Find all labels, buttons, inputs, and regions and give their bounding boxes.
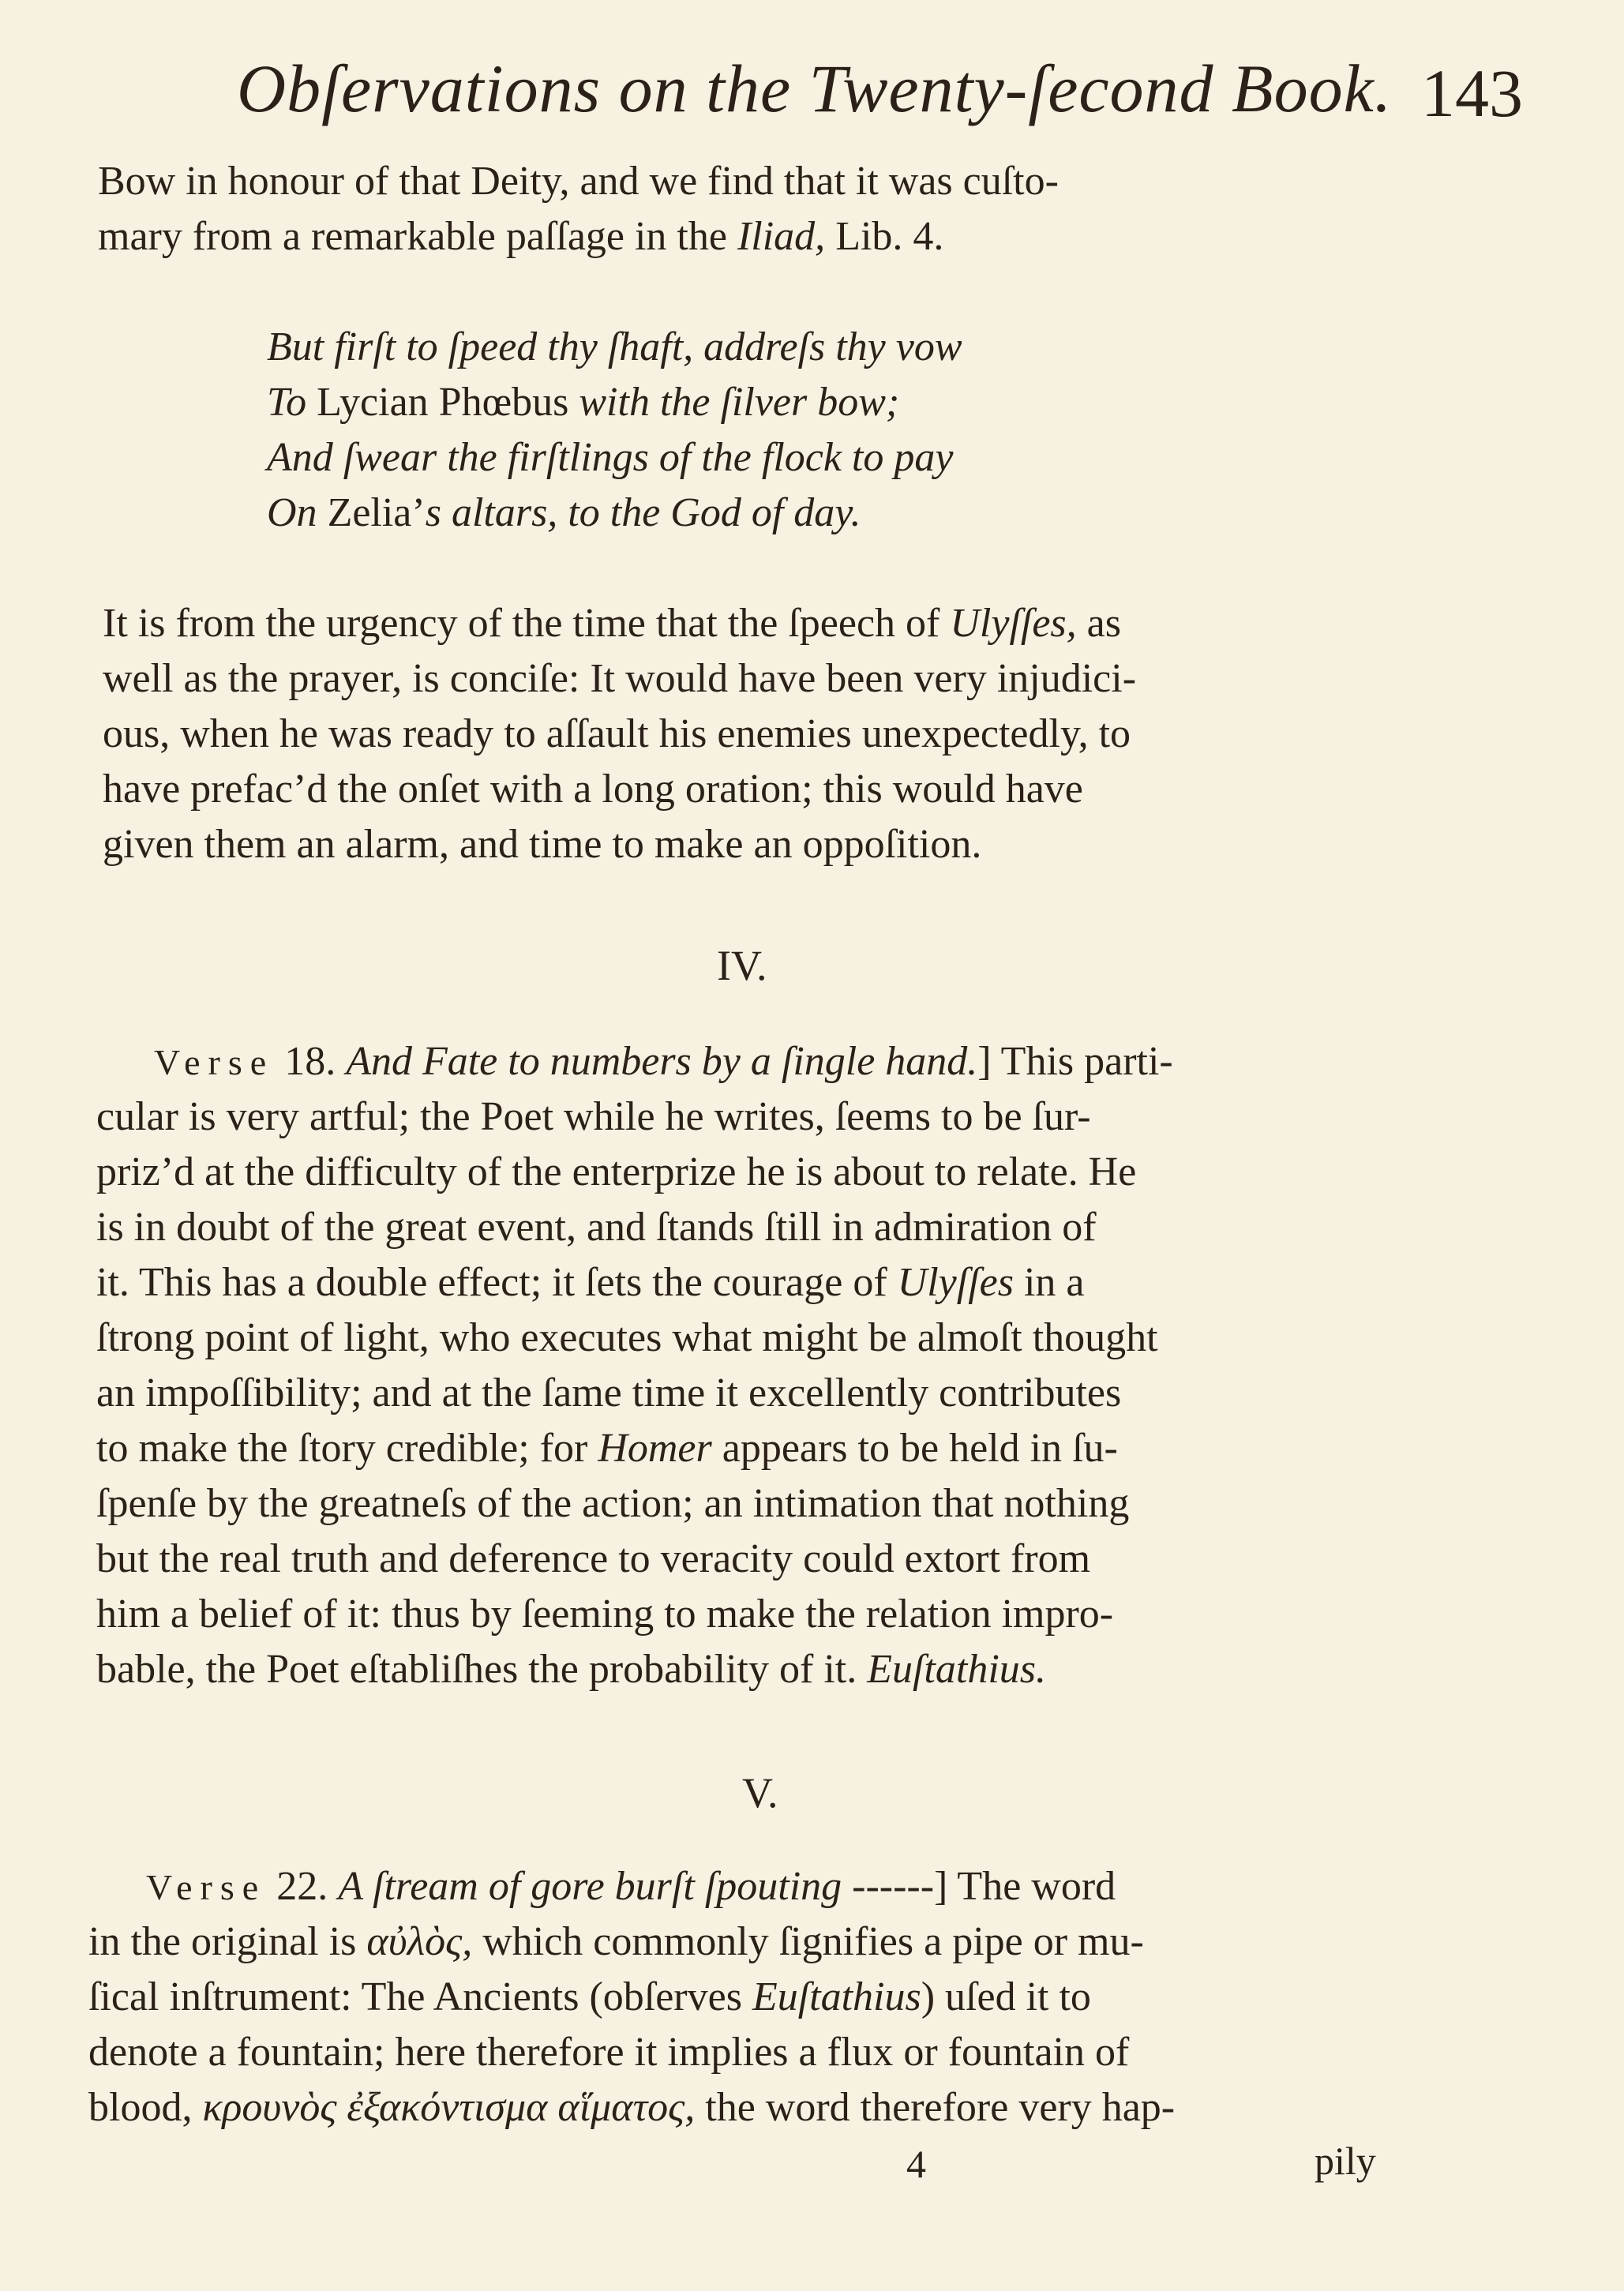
verse-line-4 — [267, 486, 861, 541]
para1-line-1 — [103, 596, 1121, 651]
lemma: A ſtream of gore burſt ſpouting — [338, 1864, 842, 1909]
para1-text-4: have prefac’d the onſet with a long oration; this would have — [103, 767, 1083, 812]
para1-line-3 — [103, 707, 1131, 762]
section5-line-1 — [146, 1859, 1116, 1915]
intro-line-1 — [98, 154, 1059, 209]
section4-line-3 — [96, 1145, 1136, 1200]
section4-line-11 — [96, 1587, 1113, 1642]
section4-line-10 — [96, 1532, 1090, 1587]
para1-text-1a: It is from the urgency of the time that the ſpeech of — [103, 601, 951, 646]
verse-number: 22. — [266, 1864, 339, 1909]
section4-text-3: priz’d at the difficulty of the enterprize he is about to relate. He — [96, 1149, 1137, 1194]
section4-line-2 — [96, 1089, 1091, 1145]
verse-label: Verse — [146, 1867, 267, 1907]
section-numeral-iv: IV. — [717, 942, 767, 989]
para1-text-3: ous, when he was ready to aſſault his enemies unexpectedly, to — [103, 711, 1131, 756]
intro-text-2: mary from a remarkable paſſage in the — [98, 214, 737, 259]
para1-text-5: given them an alarm, and time to make an oppoſition. — [103, 822, 982, 867]
section4-line-4 — [96, 1200, 1097, 1255]
catchword: pily — [1315, 2139, 1376, 2183]
intro-line-2 — [98, 209, 943, 264]
section4-line-12 — [96, 1642, 1046, 1697]
verse-text-1: But firſt to ſpeed thy ſhaft, addreſs thy vow — [267, 324, 962, 369]
section5-text-3c: ) uſed it to — [921, 1974, 1091, 2019]
section5-line-5 — [88, 2080, 1175, 2135]
section4-line-1 — [154, 1034, 1173, 1090]
running-title: Obſervations on the Twenty-ſecond Book. — [237, 51, 1393, 126]
section5-text-5b: the word therefore very hap- — [695, 2085, 1176, 2130]
verse-label: Verse — [154, 1042, 275, 1082]
section-numeral-v: V. — [742, 1769, 778, 1817]
homer-name: Homer — [598, 1426, 712, 1471]
verse-text-2c: with the ſilver bow; — [579, 380, 900, 425]
section5-text-5a: blood, — [88, 2085, 203, 2130]
section4-text-12a: bable, the Poet eſtabliſhes the probability of it. — [96, 1647, 868, 1692]
section5-text-4: denote a fountain; here therefore it implies a flux or fountain of — [88, 2030, 1130, 2075]
section5-text-3a: ſical inſtrument: The Ancients (obſerves — [88, 1974, 752, 2019]
section4-text-7: an impoſſibility; and at the ſame time it excellently contributes — [96, 1370, 1122, 1415]
verse-text-3: And ſwear the firſtlings of the flock to pay — [267, 435, 954, 480]
eustathius-name: Euſtathius. — [867, 1647, 1047, 1692]
para1-line-4 — [103, 762, 1083, 817]
section4-text-8c: appears to be held in ſu- — [711, 1426, 1118, 1471]
section4-line-8 — [96, 1421, 1118, 1476]
section4-line-9 — [96, 1476, 1129, 1532]
running-header — [237, 49, 1579, 136]
section4-text-5a: it. This has a double effect; it ſets the courage of — [96, 1260, 898, 1305]
verse-text-2b: Lycian Phœbus — [306, 380, 579, 425]
ulysses-name: Ulyſſes — [897, 1260, 1014, 1305]
section4-text-11: him a belief of it: thus by ſeeming to make the relation impro- — [96, 1592, 1114, 1637]
verse-line-2 — [267, 375, 899, 430]
greek-word: αὐλὸς, — [366, 1919, 473, 1964]
page-number: 143 — [1421, 55, 1523, 131]
ulysses-name: Ulyſſes, — [950, 601, 1077, 646]
greek-phrase: κρουνὸς ἐξακόντισμα αἵματος, — [202, 2085, 696, 2130]
verse-text-4b: Zelia’ — [317, 490, 426, 535]
para1-text-1c: as — [1076, 601, 1121, 646]
intro-text-1: Bow in honour of that Deity, and we find that it was cuſto- — [98, 159, 1059, 204]
eustathius-name: Euſtathius — [752, 1974, 921, 2019]
section5-line-4 — [88, 2025, 1129, 2080]
section5-text-1: ------] The word — [842, 1864, 1116, 1909]
verse-text-2a: To — [267, 380, 307, 425]
section4-text-4: is in doubt of the great event, and ſtands ſtill in admiration of — [96, 1205, 1097, 1250]
section4-line-7 — [96, 1366, 1121, 1421]
section4-text-8a: to make the ſtory credible; for — [96, 1426, 598, 1471]
verse-number: 18. — [274, 1039, 347, 1084]
section5-text-2a: in the original is — [88, 1919, 367, 1964]
verse-text-4c: s altars, to the God of day. — [425, 490, 861, 535]
section4-text-10: but the real truth and deference to veracity could extort from — [96, 1536, 1091, 1581]
section4-line-5 — [96, 1255, 1085, 1310]
section4-text-2: cular is very artful; the Poet while he writes, ſeems to be ſur- — [96, 1094, 1091, 1139]
section4-text-1: ] This parti- — [977, 1039, 1173, 1084]
verse-text-4a: On — [267, 490, 317, 535]
lib-ref: Lib. 4. — [825, 214, 944, 259]
section5-line-3 — [88, 1970, 1091, 2025]
section5-text-2b: which commonly ſignifies a pipe or mu- — [472, 1919, 1144, 1964]
verse-line-3 — [267, 430, 953, 486]
para1-line-2 — [103, 651, 1136, 707]
section4-line-6 — [96, 1310, 1158, 1366]
section5-line-2 — [88, 1914, 1144, 1970]
verse-line-1 — [267, 320, 962, 375]
iliad-title: Iliad, — [737, 214, 826, 259]
section4-text-6: ſtrong point of light, who executes what might be almoſt thought — [96, 1315, 1158, 1360]
section4-text-9: ſpenſe by the greatneſs of the action; an intimation that nothing — [96, 1481, 1130, 1526]
section4-text-5c: in a — [1013, 1260, 1085, 1305]
para1-text-2: well as the prayer, is conciſe: It would have been very injudici- — [103, 656, 1137, 701]
lemma: And Fate to numbers by a ſingle hand. — [346, 1039, 978, 1084]
signature-mark: 4 — [906, 2142, 926, 2186]
para1-line-5 — [103, 817, 981, 872]
